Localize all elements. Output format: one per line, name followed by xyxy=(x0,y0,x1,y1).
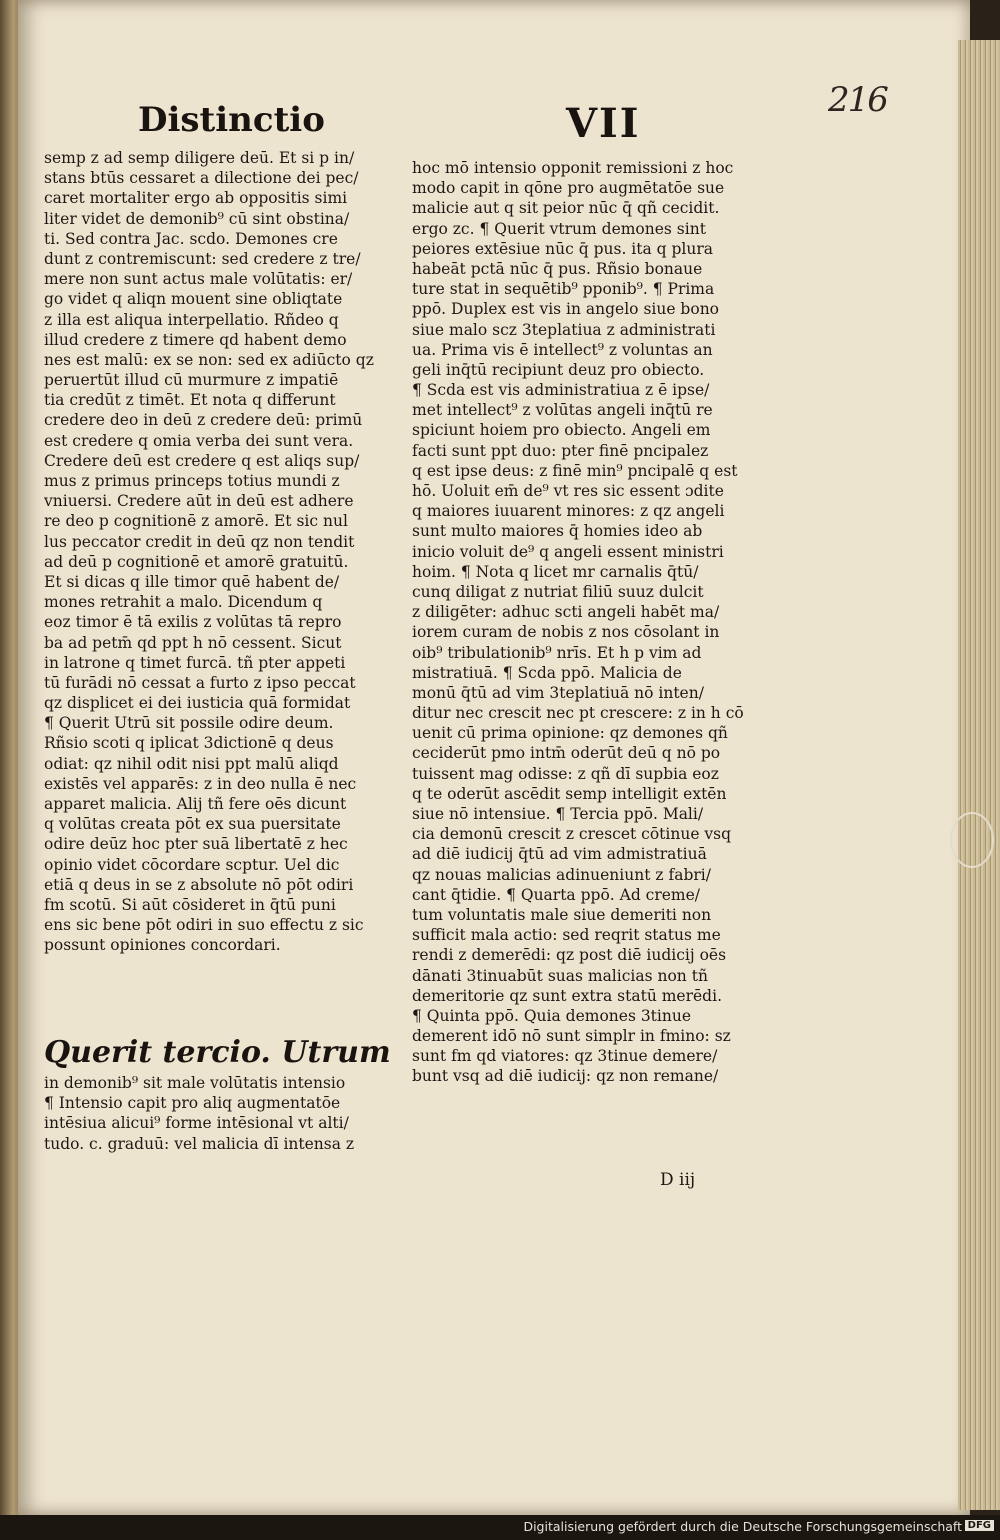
right-column-line: sunt fm qd viatores: qz 3tinue demere/ xyxy=(412,1047,718,1066)
left-column-line: ba ad petm̄ qd ppt h nō cessent. Sicut xyxy=(44,633,342,652)
right-column-line: ad diē iudicij q̄tū ad vim admistratiuā xyxy=(412,845,707,864)
left-continuation-line: in demonib⁹ sit male volūtatis intensio xyxy=(44,1074,346,1092)
page-stack-edge xyxy=(958,40,1000,1510)
left-column-line: peruertūt illud cū murmure z impatiē xyxy=(44,371,339,390)
left-column-line: q volūtas creata pōt ex sua puersitate xyxy=(44,815,341,834)
running-head-left: Distinctio xyxy=(138,100,325,140)
left-column-line: etiā q deus in se z absolute nō pōt odiri xyxy=(44,875,354,894)
signature-mark: D iij xyxy=(660,1170,696,1190)
right-column-line: peiores extēsiue nūc q̄ pus. ita q plura xyxy=(412,239,714,258)
left-column-line: mere non sunt actus male volūtatis: er/ xyxy=(44,270,353,289)
left-column-line: ens sic bene pōt odiri in suo effectu z sic xyxy=(44,916,364,935)
left-column-line: dunt z contremiscunt: sed credere z tre/ xyxy=(44,249,361,268)
right-column-line: spiciunt hoiem pro obiecto. Angeli em xyxy=(412,421,711,440)
left-column-line: re deo p cognitionē z amorē. Et sic nul xyxy=(44,512,348,531)
left-column-line: mus z primus princeps totius mundi z xyxy=(44,472,340,490)
right-column-line: ture stat in sequētib⁹ pponib⁹. ¶ Prima xyxy=(412,280,715,299)
right-column-line: cunq diligat z nutriat filiū suuz dulcit xyxy=(412,582,704,601)
right-column-line: iorem curam de nobis z nos cōsolant in xyxy=(412,623,720,642)
right-column-line: geli inq̄tū recipiunt deuz pro obiecto. xyxy=(412,360,705,379)
right-column-line: ppō. Duplex est vis in angelo siue bono xyxy=(412,300,720,319)
left-column-line: go videt q aliqn mouent sine obliqtate xyxy=(44,290,343,309)
dfg-logo: DFG xyxy=(965,1520,994,1531)
right-column-line: q te oderūt ascēdit semp intelligit extēn xyxy=(412,784,727,803)
left-column-line: lus peccator credit in deū qz non tendit xyxy=(44,532,355,551)
left-column-line: mones retrahit a malo. Dicendum q xyxy=(44,593,323,612)
left-text-column xyxy=(44,148,399,956)
right-column-line: siue malo scz 3teplatiua z administrati xyxy=(412,320,716,339)
right-column-line: ¶ Scda est vis administratiua z ē ipse/ xyxy=(412,381,710,400)
right-column-line: tum voluntatis male siue demeriti non xyxy=(412,905,712,924)
left-column-line: liter videt de demonib⁹ cū sint obstina/ xyxy=(44,209,350,228)
left-column-line: fm scotū. Si aūt cōsideret in q̄tū puni xyxy=(44,895,336,914)
right-column-line: demerent idō nō sunt simplr in fmino: sz xyxy=(412,1027,731,1046)
left-column-line: caret mortaliter ergo ab oppositis simi xyxy=(44,189,348,208)
left-continuation-line: ¶ Intensio capit pro aliq augmentatōe xyxy=(44,1094,341,1113)
right-column-line: hoc mō intensio opponit remissioni z hoc xyxy=(412,159,734,177)
right-column-line: modo capit in qōne pro augmētatōe sue xyxy=(412,179,725,198)
right-column-line: habeāt pctā nūc q̄ pus. Rñsio bonaue xyxy=(412,259,703,278)
right-column-line: cant q̄tidie. ¶ Quarta ppō. Ad creme/ xyxy=(412,885,701,904)
left-column-line: eoz timor ē tā exilis z volūtas tā repro xyxy=(44,613,342,632)
right-column-line: ergo zc. ¶ Querit vtrum demones sint xyxy=(412,219,706,238)
left-column-line: semp z ad semp diligere deū. Et si p in/ xyxy=(44,149,355,167)
right-column-line: uenit cū prima opinione: qz demones qñ xyxy=(412,724,728,743)
right-text-column xyxy=(412,158,767,1087)
right-column-line: siue nō intensiue. ¶ Tercia ppō. Mali/ xyxy=(412,805,704,823)
footer-bar xyxy=(0,1515,1000,1540)
folio-note: 216 xyxy=(828,80,887,120)
right-column-line: facti sunt ppt duo: pter finē pncipalez xyxy=(412,441,709,460)
right-column-line: hoim. ¶ Nota q licet mr carnalis q̄tū/ xyxy=(412,562,699,581)
right-column-line: oib⁹ tribulationib⁹ nrīs. Et h p vim ad xyxy=(412,643,702,662)
right-column-line: q maiores iuuarent minores: z qz angeli xyxy=(412,502,725,521)
left-column-line: z illa est aliqua interpellatio. Rñdeo q xyxy=(44,310,339,329)
left-column-line: qz displicet ei dei iusticia quā formidat xyxy=(44,694,351,713)
right-column-line: met intellect⁹ z volūtas angeli inq̄tū re xyxy=(412,401,713,420)
left-column-line: illud credere z timere qd habent demo xyxy=(44,330,347,349)
right-column-line: ceciderūt pmo intm̄ oderūt deū q nō po xyxy=(412,744,721,763)
right-column-line: mistratiuā. ¶ Scda ppō. Malicia de xyxy=(412,663,682,682)
left-column-line: Et si dicas q ille timor quē habent de/ xyxy=(44,572,340,591)
left-column-line: Rñsio scoti q iplicat 3dictionē q deus xyxy=(44,734,334,753)
right-column-line: sufficit mala actio: sed reqrit status me xyxy=(412,926,721,945)
funding-notice: Digitalisierung gefördert durch die Deutsche Forschungsgemeinschaft xyxy=(523,1519,962,1534)
right-column-line: demeritorie qz sunt extra statū merēdi. xyxy=(412,986,722,1005)
right-column-line: qz nouas malicias adinueniunt z fabri/ xyxy=(412,865,711,884)
right-column-line: z diligēter: adhuc scti angeli habēt ma/ xyxy=(412,603,720,622)
right-column-line: tuissent mag odisse: z qñ dī supbia eoz xyxy=(412,764,719,783)
right-column-line: inicio voluit de⁹ q angeli essent ministri xyxy=(412,542,724,561)
right-column-line: hō. Uoluit em̄ de⁹ vt res sic essent ɔdite xyxy=(412,482,724,500)
right-column-line: q est ipse deus: z finē min⁹ pncipalē q est xyxy=(412,461,738,480)
left-continuation-line: intēsiua alicui⁹ forme intēsional vt alti/ xyxy=(44,1114,349,1133)
left-column-line: tū furādi nō cessat a furto z ipso peccat xyxy=(44,673,356,692)
left-column-line: Credere deū est credere q est aliqs sup/ xyxy=(44,451,360,470)
left-column-line: ad deū p cognitionē et amorē gratuitū. xyxy=(44,552,349,571)
left-column-line: existēs vel apparēs: z in deo nulla ē nec xyxy=(44,774,357,793)
left-column-line: apparet malicia. Alij tñ fere oēs dicunt xyxy=(44,795,347,813)
left-column-line: stans btūs cessaret a dilectione dei pec/ xyxy=(44,169,359,188)
left-column-line: opinio videt cōcordare scptur. Uel dic xyxy=(44,855,340,874)
left-continuation-line: tudo. c. graduū: vel malicia dī intensa z xyxy=(44,1134,355,1153)
left-text-continuation xyxy=(44,1073,399,1154)
right-column-line: dānati 3tinuabūt suas malicias non tñ xyxy=(412,966,708,985)
right-column-line: bunt vsq ad diē iudicij: qz non remane/ xyxy=(412,1067,719,1086)
left-column-line: tia credūt z timēt. Et nota q differunt xyxy=(44,391,336,410)
left-column-line: possunt opiniones concordari. xyxy=(44,936,281,955)
right-column-line: ¶ Quinta ppō. Quia demones 3tinue xyxy=(412,1006,692,1025)
left-column-line: ¶ Querit Utrū sit possile odire deum. xyxy=(44,714,334,733)
page-tab-clip xyxy=(950,812,994,868)
left-column-line: credere deo in deū z credere deū: primū xyxy=(44,411,363,430)
right-column-line: monū q̄tū ad vim 3teplatiuā nō inten/ xyxy=(412,683,704,702)
left-column-line: odire deūz hoc pter suā libertatē z hec xyxy=(44,835,348,854)
right-column-line: ditur nec crescit nec pt crescere: z in h cō xyxy=(412,704,744,723)
left-column-line: ti. Sed contra Jac. scdo. Demones cre xyxy=(44,229,338,248)
right-column-line: rendi z demerēdi: qz post diē iudicij oēs xyxy=(412,946,727,965)
quaeritur-heading: Querit tercio. Utrum xyxy=(44,1035,391,1070)
right-column-line: ua. Prima vis ē intellect⁹ z voluntas an xyxy=(412,340,713,359)
left-column-line: in latrone q timet furcā. tñ pter appeti xyxy=(44,653,346,672)
right-column-line: cia demonū crescit z crescet cōtinue vsq xyxy=(412,825,732,844)
right-column-line: malicie aut q sit peior nūc q̄ qñ cecidit. xyxy=(412,199,720,218)
left-column-line: nes est malū: ex se non: sed ex adiūcto qz xyxy=(44,350,374,369)
left-column-line: est credere q omia verba dei sunt vera. xyxy=(44,431,354,450)
running-head-right: VII xyxy=(566,100,641,147)
left-column-line: odiat: qz nihil odit nisi ppt malū aliqd xyxy=(44,754,339,773)
left-column-line: vniuersi. Credere aūt in deū est adhere xyxy=(44,492,354,511)
right-column-line: sunt multo maiores q̄ homies ideo ab xyxy=(412,522,703,541)
